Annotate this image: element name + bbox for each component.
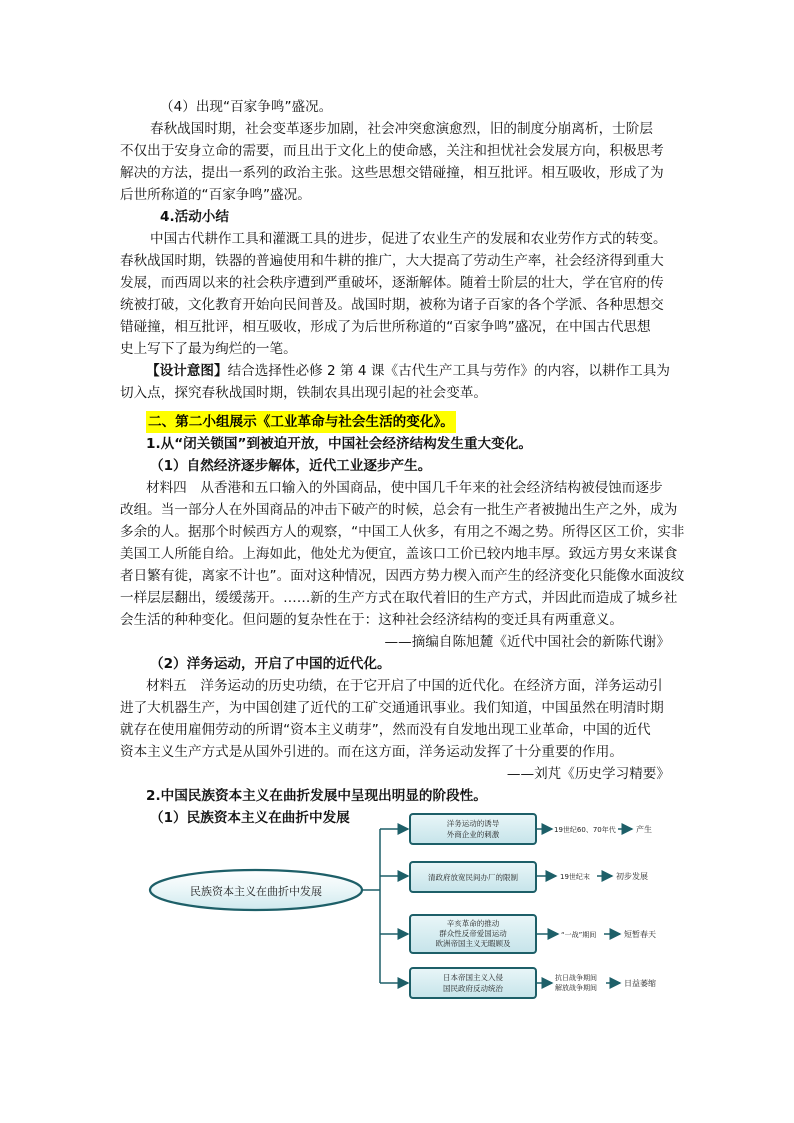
material5-line-2: 进了大机器生产，为中国创建了近代的工矿交通通讯事业。我们知道，中国虽然在明清时期 — [120, 700, 664, 716]
summary-line-6: 史上写下了最为绚烂的一笔。 — [120, 341, 297, 357]
material4-line-4: 美国工人所能自给。上海如此，他处尤为便宜，盖该口工价已较内地丰厚。致远方男女来谋食 — [120, 546, 678, 562]
item4-title: （4）出现“百家争鸣”盛况。 — [160, 99, 333, 115]
section2-heading: 二、第二小组展示《工业革命与社会生活的变化》。 — [0, 411, 794, 433]
material5-line-4: 资本主义生产方式是从国外引进的。而在这方面，洋务运动发挥了十分重要的作用。 — [120, 744, 623, 760]
cause-box-3-line-1: 辛亥革命的推动 — [446, 919, 500, 928]
period-3: “一战”期间 — [561, 931, 597, 939]
summary-line-1: 中国古代耕作工具和灌溉工具的进步，促进了农业生产的发展和农业劳作方式的转变。 — [150, 231, 667, 247]
design-intent-label: 【设计意图】 — [146, 363, 228, 379]
stage-4: 日益萎缩 — [624, 979, 656, 988]
summary-title: 4.活动小结 — [160, 209, 229, 225]
summary-line-3: 发展，而西周以来的社会秩序遭到严重破坏，逐渐解体。随着士阶层的壮大，学在官府的传 — [120, 275, 664, 291]
item4-line-3: 解决的方法，提出一系列的政治主张。这些思想交错碰撞，相互批评。相互吸收，形成了为 — [120, 165, 664, 181]
sub3-heading: （1）民族资本主义在曲折中发展 — [150, 810, 350, 826]
stage-1: 产生 — [636, 825, 652, 834]
material4-line-2: 改组。当一部分人在外国商品的冲击下破产的时候，总会有一批生产者被抛出生产之外，成为 — [120, 502, 678, 518]
point1-heading: 1.从“闭关锁国”到被迫开放，中国社会经济结构发生重大变化。 — [146, 436, 532, 452]
period-4a: 抗日战争期间 — [555, 974, 597, 982]
material4-line-6: 一样层层翻出，缓缓荡开。……新的生产方式在取代着旧的生产方式，并因此而造成了城乡社 — [120, 590, 678, 606]
center-label: 民族资本主义在曲折中发展 — [190, 885, 322, 898]
stage-3: 短暂春天 — [624, 930, 656, 939]
material4-line-5: 者日繁有徙，离家不计也”。面对这种情况，因西方势力楔入而产生的经济变化只能像水面波纹 — [120, 568, 685, 584]
cause-box-4-line-2: 国民政府反动统治 — [443, 984, 503, 993]
cause-box-4-line-1: 日本帝国主义入侵 — [443, 973, 503, 982]
design-intent-text: 结合选择性必修 2 第 4 课《古代生产工具与劳作》的内容，以耕作工具为 — [227, 363, 670, 379]
item4-line-2: 不仅出于安身立命的需要，而且出于文化上的使命感，关注和担忧社会发展方向，积极思考 — [120, 143, 664, 159]
bracket-connector — [362, 829, 408, 983]
material5-source: ——刘芃《历史学习精要》 — [506, 766, 670, 782]
sub1-heading: （1）自然经济逐步解体，近代工业逐步产生。 — [150, 458, 432, 474]
cause-box-1-line-2: 外商企业的刺激 — [446, 830, 500, 839]
material4-line-3: 多余的人。据那个时候西方人的观察，“中国工人伙多，有用之不竭之势。所得区区工价，实非 — [120, 524, 685, 540]
stage-2: 初步发展 — [616, 872, 648, 881]
item4-line-1: 春秋战国时期，社会变革逐步加剧，社会冲突愈演愈烈，旧的制度分崩离析，士阶层 — [150, 121, 653, 137]
cause-box-2-line-1: 清政府放宽民间办厂的限制 — [428, 873, 518, 882]
cause-box-3-line-2: 群众性反帝爱国运动 — [439, 929, 507, 938]
point2-heading: 2.中国民族资本主义在曲折发展中呈现出明显的阶段性。 — [146, 788, 487, 804]
material4-line-7: 会生活的种种变化。但问题的复杂性在于：这种社会经济结构的变迁具有两重意义。 — [120, 612, 623, 628]
material5-line-1: 材料五 洋务运动的历史功绩，在于它开启了中国的近代化。在经济方面，洋务运动引 — [146, 678, 663, 694]
period-4b: 解放战争期间 — [555, 984, 597, 992]
material5-line-3: 就存在使用雇佣劳动的所谓“资本主义萌芽”，然而没有自发地出现工业革命，中国的近代 — [120, 722, 651, 738]
summary-line-5: 错碰撞，相互批评，相互吸收，形成了为后世所称道的“百家争鸣”盛况，在中国古代思想 — [120, 319, 651, 335]
material4-line-1: 材料四 从香港和五口输入的外国商品，使中国几千年来的社会经济结构被侵蚀而逐步 — [146, 480, 663, 496]
sub2-heading: （2）洋务运动，开启了中国的近代化。 — [150, 656, 391, 672]
item4-line-4: 后世所称道的“百家争鸣”盛况。 — [120, 187, 311, 203]
design-intent-line-2: 切入点，探究春秋战国时期，铁制农具出现引起的社会变革。 — [120, 385, 488, 401]
summary-line-4: 统被打破，文化教育开始向民间普及。战国时期，被称为诸子百家的各个学派、各种思想交 — [120, 297, 664, 313]
summary-line-2: 春秋战国时期，铁器的普遍使用和牛耕的推广，大大提高了劳动生产率，社会经济得到重大 — [120, 253, 664, 269]
cause-box-3-line-3: 欧洲帝国主义无暇顾及 — [435, 939, 511, 948]
cause-box-1-line-1: 洋务运动的诱导 — [446, 819, 500, 828]
period-2: 19世纪末 — [560, 873, 590, 881]
period-1: 19世纪60、70年代 — [554, 826, 616, 834]
material4-source: ——摘编自陈旭麓《近代中国社会的新陈代谢》 — [384, 634, 670, 650]
